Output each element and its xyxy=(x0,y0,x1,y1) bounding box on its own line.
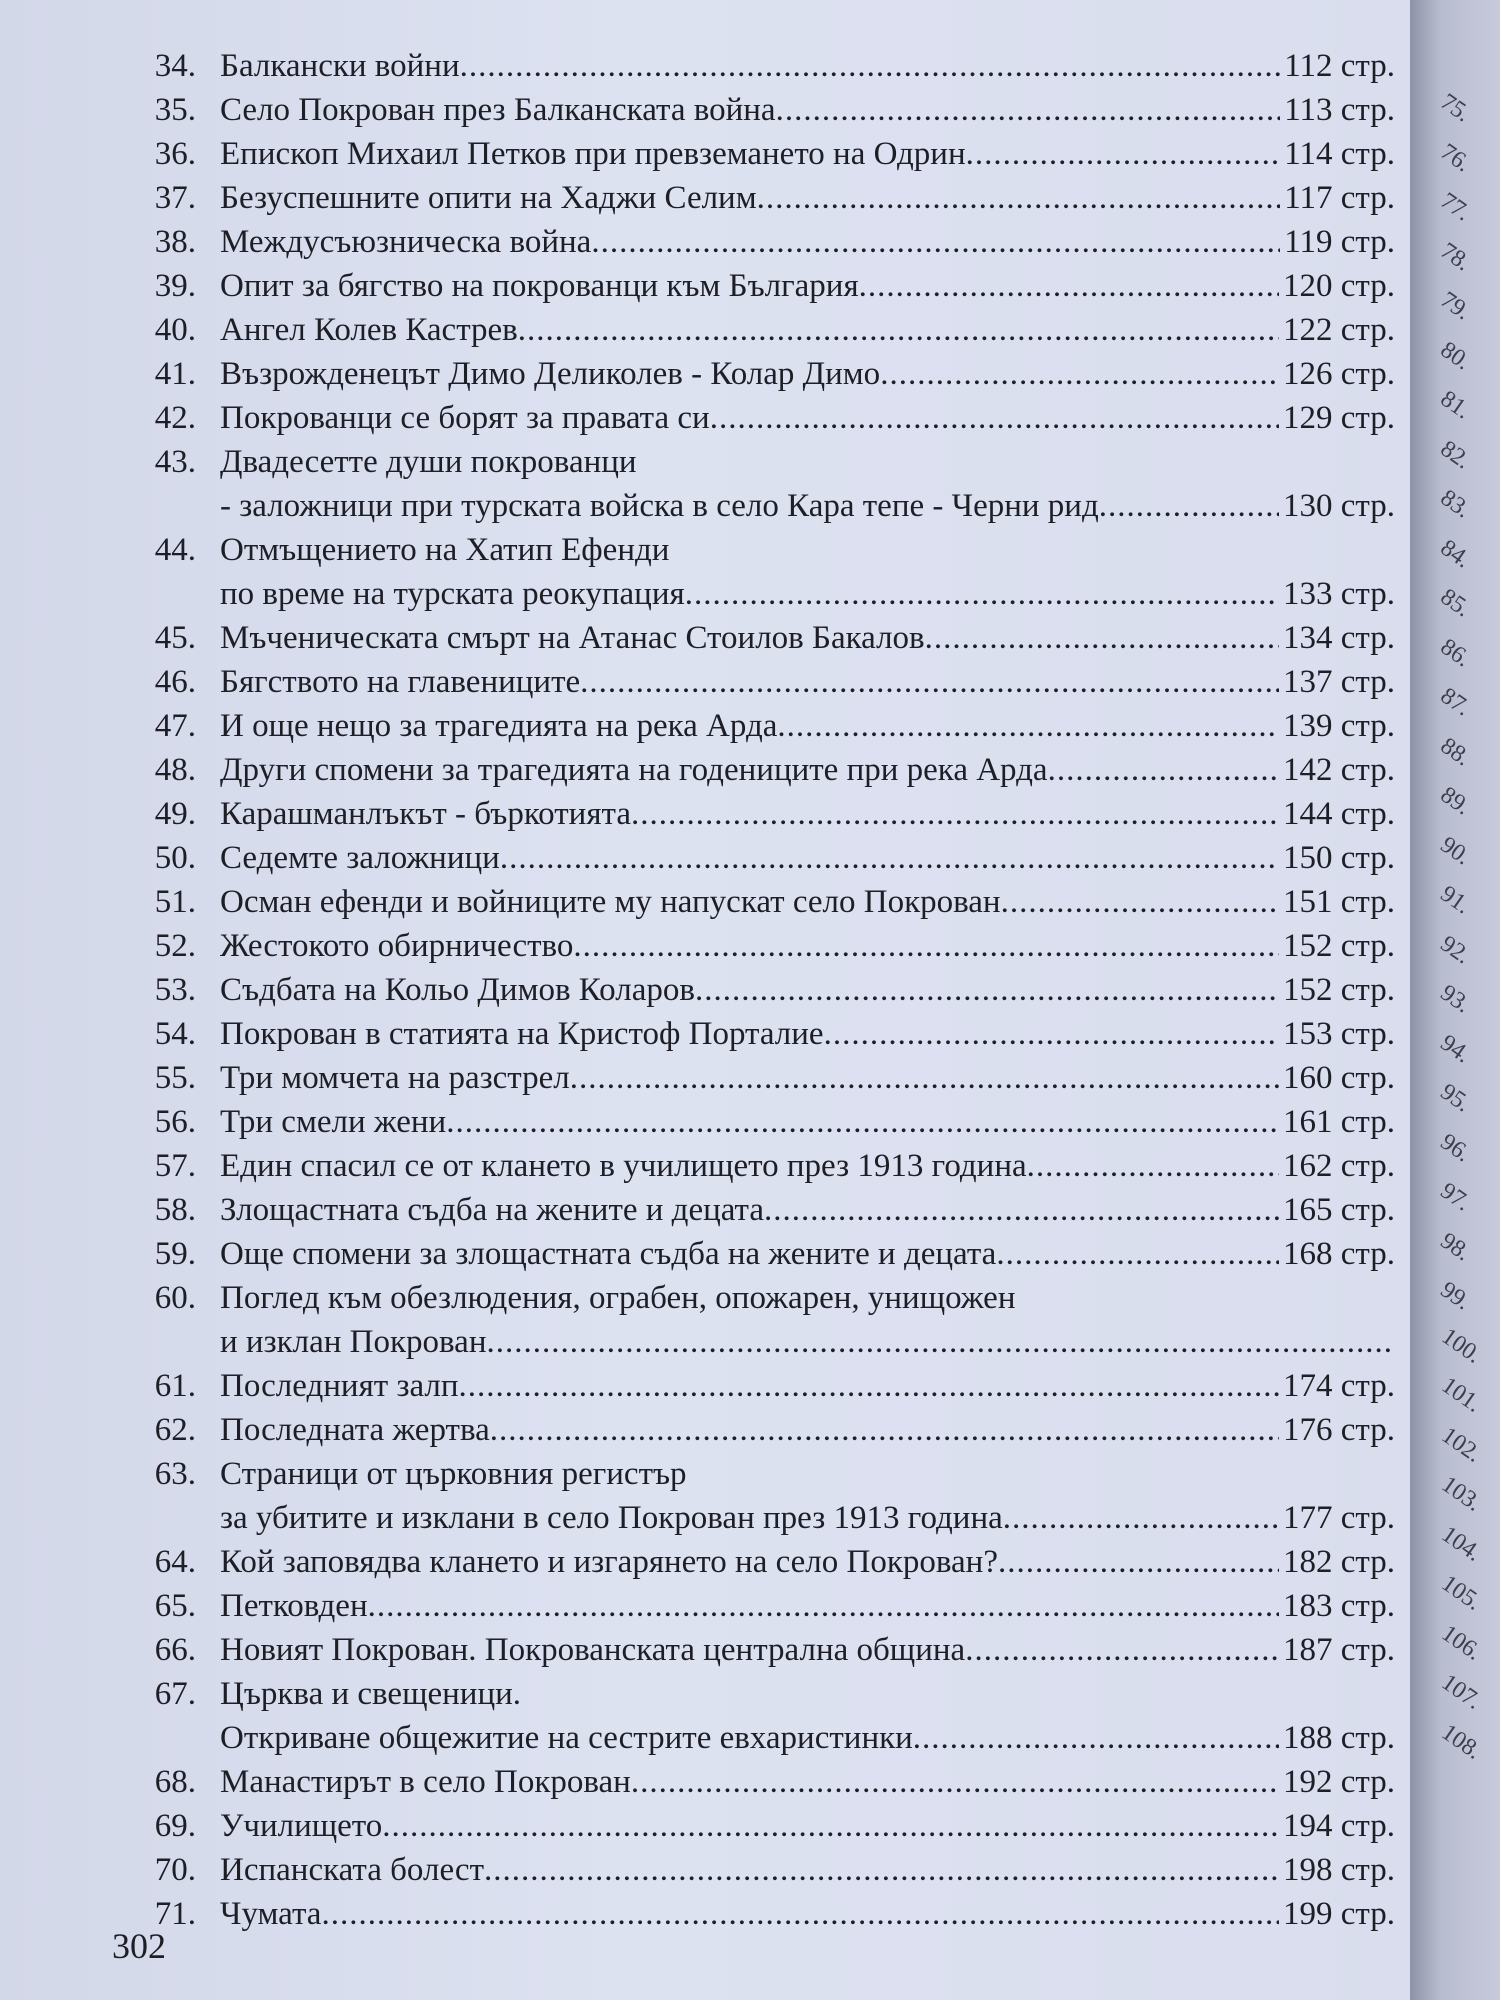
toc-entry xyxy=(130,220,1395,264)
entry-page-ref: 119 стр. xyxy=(1284,224,1395,260)
entry-line xyxy=(220,1232,1395,1276)
entry-line xyxy=(220,484,1395,528)
facing-page-number: 103. xyxy=(1436,1471,1486,1517)
entry-page-ref: 144 стр. xyxy=(1283,796,1395,832)
toc-entry xyxy=(130,440,1395,528)
toc-entry xyxy=(130,308,1395,352)
entry-title: по време на турската реокупация xyxy=(220,576,685,612)
facing-page-number: 78. xyxy=(1435,237,1476,276)
entry-title: Поглед към обезлюдения, ограбен, опожарен, унищожен xyxy=(220,1280,1016,1316)
entry-number: 71. xyxy=(154,1896,196,1932)
entry-title: Епископ Михаил Петков при превземането на Одрин xyxy=(220,136,966,172)
toc-entry xyxy=(130,528,1395,616)
dot-leader xyxy=(446,1100,1279,1144)
entry-page-ref: 161 стр. xyxy=(1283,1104,1395,1140)
entry-page-ref: 199 стр. xyxy=(1283,1896,1395,1932)
entry-title: Църква и свещеници. xyxy=(220,1676,522,1712)
toc-entry xyxy=(130,836,1395,880)
entry-line xyxy=(220,396,1395,440)
entry-line xyxy=(220,1672,1395,1716)
facing-page-edge xyxy=(1410,0,1500,2000)
entry-line xyxy=(220,1188,1395,1232)
facing-page-number: 86. xyxy=(1435,633,1476,672)
entry-line xyxy=(220,792,1395,836)
entry-page-ref: 129 стр. xyxy=(1283,400,1395,436)
entry-page-ref: 139 стр. xyxy=(1283,708,1395,744)
facing-page-number: 96. xyxy=(1435,1128,1476,1167)
entry-line xyxy=(220,660,1395,704)
entry-line xyxy=(220,308,1395,352)
dot-leader xyxy=(368,1584,1279,1628)
dot-leader xyxy=(824,1012,1279,1056)
entry-line xyxy=(220,1848,1395,1892)
entry-line xyxy=(220,264,1395,308)
dot-leader xyxy=(913,1716,1279,1760)
entry-page-ref: 192 стр. xyxy=(1283,1764,1395,1800)
facing-page-number: 79. xyxy=(1435,286,1476,326)
facing-page-number: 102. xyxy=(1436,1421,1486,1468)
entry-title: за убитите и изклани в село Покрован през 1913 година xyxy=(220,1500,1003,1536)
facing-page-number: 75. xyxy=(1435,88,1476,128)
entry-number: 64. xyxy=(154,1544,196,1580)
entry-line xyxy=(220,1408,1395,1452)
entry-page-ref: 134 стр. xyxy=(1283,620,1395,656)
facing-page-number: 90. xyxy=(1435,831,1476,870)
entry-number: 35. xyxy=(154,92,196,128)
dot-leader xyxy=(685,572,1279,616)
entry-page-ref: 160 стр. xyxy=(1283,1060,1395,1096)
entry-title: Карашманлъкът - бъркотията xyxy=(220,796,631,832)
entry-title: Двадесетте души покрованци xyxy=(220,444,637,480)
entry-number: 38. xyxy=(154,224,196,260)
entry-number: 57. xyxy=(154,1148,196,1184)
facing-page-number: 104. xyxy=(1436,1520,1486,1567)
facing-page-number: 105. xyxy=(1436,1570,1486,1616)
dot-leader xyxy=(695,968,1279,1012)
entry-number: 36. xyxy=(154,136,196,172)
entry-page-ref: 150 стр. xyxy=(1283,840,1395,876)
dot-leader xyxy=(321,1892,1279,1936)
entry-number: 48. xyxy=(154,752,196,788)
facing-page-number: 81. xyxy=(1435,385,1476,425)
entry-page-ref: 182 стр. xyxy=(1283,1544,1395,1580)
entry-number: 69. xyxy=(154,1808,196,1844)
facing-page-number: 108. xyxy=(1436,1718,1486,1765)
dot-leader xyxy=(490,1408,1279,1452)
toc-entry xyxy=(130,1804,1395,1848)
entry-title: Последният залп xyxy=(220,1368,459,1404)
toc-entry xyxy=(130,1232,1395,1276)
entry-title: Седемте заложници xyxy=(220,840,500,876)
entry-line xyxy=(220,1276,1395,1320)
entry-line xyxy=(220,880,1395,924)
entry-line xyxy=(220,132,1395,176)
entry-page-ref: 194 стр. xyxy=(1283,1808,1395,1844)
toc-entry xyxy=(130,1848,1395,1892)
toc-entry xyxy=(130,968,1395,1012)
entry-line xyxy=(220,44,1395,88)
entry-line xyxy=(220,1716,1395,1760)
entry-page-ref: 113 стр. xyxy=(1284,92,1395,128)
entry-title: И още нещо за трагедията на река Арда xyxy=(220,708,778,744)
entry-number: 47. xyxy=(154,708,196,744)
toc-entry xyxy=(130,176,1395,220)
entry-number: 66. xyxy=(154,1632,196,1668)
entry-number: 34. xyxy=(154,48,196,84)
facing-page-number: 106. xyxy=(1436,1619,1486,1666)
toc-entry xyxy=(130,660,1395,704)
entry-number: 46. xyxy=(154,664,196,700)
toc-entry xyxy=(130,1364,1395,1408)
entry-number: 50. xyxy=(154,840,196,876)
entry-line xyxy=(220,924,1395,968)
entry-line xyxy=(220,748,1395,792)
entry-title: Манастирът в село Покрован xyxy=(220,1764,631,1800)
dot-leader xyxy=(776,88,1281,132)
entry-number: 65. xyxy=(154,1588,196,1624)
entry-page-ref: 168 стр. xyxy=(1283,1236,1395,1272)
entry-page-ref: 122 стр. xyxy=(1283,312,1395,348)
toc-entry xyxy=(130,1188,1395,1232)
entry-title: Последната жертва xyxy=(220,1412,490,1448)
facing-page-number: 77. xyxy=(1435,187,1476,227)
entry-page-ref: 152 стр. xyxy=(1283,972,1395,1008)
entry-title: и изклан Покрован xyxy=(220,1324,487,1360)
entry-number: 52. xyxy=(154,928,196,964)
entry-title: Съдбата на Кольо Димов Коларов xyxy=(220,972,695,1008)
entry-number: 45. xyxy=(154,620,196,656)
entry-line xyxy=(220,1892,1395,1936)
entry-number: 56. xyxy=(154,1104,196,1140)
toc-entry xyxy=(130,1408,1395,1452)
dot-leader xyxy=(996,1232,1279,1276)
entry-line xyxy=(220,704,1395,748)
entry-title: Училището xyxy=(220,1808,383,1844)
dot-leader xyxy=(570,1056,1279,1100)
dot-leader xyxy=(486,1320,1395,1364)
dot-leader xyxy=(459,1364,1279,1408)
entry-page-ref: 177 стр. xyxy=(1283,1500,1395,1536)
toc-entry xyxy=(130,352,1395,396)
entry-number: 43. xyxy=(154,444,196,480)
dot-leader xyxy=(777,704,1279,748)
entry-number: 49. xyxy=(154,796,196,832)
facing-page-number: 80. xyxy=(1435,336,1476,375)
entry-page-ref: 112 стр. xyxy=(1284,48,1395,84)
entry-title: Мъченическата смърт на Атанас Стоилов Бакалов xyxy=(220,620,925,656)
entry-page-ref: 176 стр. xyxy=(1283,1412,1395,1448)
dot-leader xyxy=(1001,880,1279,924)
entry-number: 55. xyxy=(154,1060,196,1096)
page-number: 302 xyxy=(112,1926,166,1966)
facing-page-number: 94. xyxy=(1435,1029,1476,1068)
facing-page-number: 87. xyxy=(1435,682,1476,722)
entry-title: Други спомени за трагедията на годениците при река Арда xyxy=(220,752,1048,788)
entry-page-ref: 165 стр. xyxy=(1283,1192,1395,1228)
entry-title: Страници от църковния регистър xyxy=(220,1456,687,1492)
entry-number: 41. xyxy=(154,356,196,392)
facing-page-number: 82. xyxy=(1435,435,1476,474)
dot-leader xyxy=(460,44,1281,88)
toc-entry xyxy=(130,1892,1395,1936)
entry-number: 67. xyxy=(154,1676,196,1712)
entry-number: 70. xyxy=(154,1852,196,1888)
entry-number: 37. xyxy=(154,180,196,216)
entry-number: 59. xyxy=(154,1236,196,1272)
dot-leader xyxy=(966,132,1281,176)
entry-line xyxy=(220,88,1395,132)
entry-title: Чумата xyxy=(220,1896,322,1932)
entry-line xyxy=(220,176,1395,220)
entry-page-ref: 117 стр. xyxy=(1284,180,1395,216)
toc-entry xyxy=(130,88,1395,132)
dot-leader xyxy=(998,1540,1279,1584)
toc-entry xyxy=(130,1672,1395,1760)
entry-page-ref: 183 стр. xyxy=(1283,1588,1395,1624)
entry-title: Три момчета на разстрел xyxy=(220,1060,570,1096)
toc-entry xyxy=(130,264,1395,308)
entry-title: Три смели жени xyxy=(220,1104,447,1140)
dot-leader xyxy=(880,352,1279,396)
entry-page-ref: 130 стр. xyxy=(1283,488,1395,524)
entry-line xyxy=(220,352,1395,396)
facing-page-number: 101. xyxy=(1436,1372,1486,1418)
entry-line xyxy=(220,1012,1395,1056)
entry-number: 53. xyxy=(154,972,196,1008)
toc-entry xyxy=(130,1012,1395,1056)
entry-page-ref: 120 стр. xyxy=(1283,268,1395,304)
facing-page-number: 98. xyxy=(1435,1227,1476,1266)
entry-line xyxy=(220,968,1395,1012)
facing-page-number: 88. xyxy=(1435,732,1476,771)
dot-leader xyxy=(1048,748,1279,792)
toc-entry xyxy=(130,880,1395,924)
entry-title: Петковден xyxy=(220,1588,368,1624)
entry-line xyxy=(220,1628,1395,1672)
facing-page-number: 97. xyxy=(1435,1177,1476,1217)
entry-line xyxy=(220,1760,1395,1804)
entry-page-ref: 114 стр. xyxy=(1284,136,1395,172)
facing-page-number: 89. xyxy=(1435,781,1476,821)
toc-entry xyxy=(130,748,1395,792)
entry-title: Село Покрован през Балканската война xyxy=(220,92,776,128)
entry-title: Злощастната съдба на жените и децата xyxy=(220,1192,765,1228)
entry-number: 44. xyxy=(154,532,196,568)
entry-page-ref: 198 стр. xyxy=(1283,1852,1395,1888)
entry-line xyxy=(220,1584,1395,1628)
entry-page-ref: 142 стр. xyxy=(1283,752,1395,788)
dot-leader xyxy=(484,1848,1279,1892)
entry-line xyxy=(220,1100,1395,1144)
dot-leader xyxy=(518,308,1279,352)
entry-title: Покрован в статията на Кристоф Порталие xyxy=(220,1016,824,1052)
toc-entry xyxy=(130,704,1395,748)
entry-line xyxy=(220,440,1395,484)
entry-title: Балкански войни xyxy=(220,48,460,84)
entry-page-ref: 153 стр. xyxy=(1283,1016,1395,1052)
dot-leader xyxy=(925,616,1279,660)
entry-line xyxy=(220,1364,1395,1408)
toc-entry xyxy=(130,792,1395,836)
toc-entry xyxy=(130,1628,1395,1672)
dot-leader xyxy=(859,264,1279,308)
toc-entry xyxy=(130,1056,1395,1100)
entry-title: Още спомени за злощастната съдба на жените и децата xyxy=(220,1236,997,1272)
dot-leader xyxy=(1027,1144,1279,1188)
facing-page-number: 99. xyxy=(1435,1276,1476,1316)
entry-title: - заложници при турската войска в село Кара тепе - Черни рид xyxy=(220,488,1099,524)
dot-leader xyxy=(1003,1496,1279,1540)
entry-number: 61. xyxy=(154,1368,196,1404)
entry-line xyxy=(220,1496,1395,1540)
entry-title: Откриване общежитие на сестрите евхаристинки xyxy=(220,1720,913,1756)
entry-title: Един спасил се от клането в училището през 1913 година xyxy=(220,1148,1027,1184)
entry-line xyxy=(220,836,1395,880)
entry-line xyxy=(220,1056,1395,1100)
entry-title: Покрованци се борят за правата си xyxy=(220,400,710,436)
entry-title: Жестокото обирничество xyxy=(220,928,574,964)
toc-entry xyxy=(130,1276,1395,1364)
toc-entry xyxy=(130,616,1395,660)
entry-number: 39. xyxy=(154,268,196,304)
facing-page-number: 76. xyxy=(1435,138,1476,177)
entry-page-ref: 152 стр. xyxy=(1283,928,1395,964)
entry-title: Ангел Колев Кастрев xyxy=(220,312,518,348)
facing-page-number: 85. xyxy=(1435,583,1476,623)
dot-leader xyxy=(757,176,1281,220)
facing-page-number: 93. xyxy=(1435,979,1476,1019)
entry-line xyxy=(220,1320,1395,1364)
entry-number: 68. xyxy=(154,1764,196,1800)
entry-line xyxy=(220,528,1395,572)
entry-line xyxy=(220,1540,1395,1584)
dot-leader xyxy=(1099,484,1279,528)
entry-title: Междусъюзническа война xyxy=(220,224,592,260)
dot-leader xyxy=(580,660,1279,704)
dot-leader xyxy=(965,1628,1279,1672)
entry-line xyxy=(220,616,1395,660)
facing-page-number: 92. xyxy=(1435,930,1476,969)
dot-leader xyxy=(764,1188,1279,1232)
dot-leader xyxy=(591,220,1280,264)
toc-entry xyxy=(130,1100,1395,1144)
facing-page-number: 83. xyxy=(1435,484,1476,524)
facing-page-number: 91. xyxy=(1435,880,1476,920)
entry-page-ref: 188 стр. xyxy=(1283,1720,1395,1756)
entry-number: 63. xyxy=(154,1456,196,1492)
toc-entry xyxy=(130,1584,1395,1628)
dot-leader xyxy=(573,924,1279,968)
entry-line xyxy=(220,220,1395,264)
dot-leader xyxy=(631,792,1279,836)
dot-leader xyxy=(631,1760,1279,1804)
entry-number: 40. xyxy=(154,312,196,348)
toc-entry xyxy=(130,1760,1395,1804)
dot-leader xyxy=(500,836,1279,880)
entry-line xyxy=(220,572,1395,616)
entry-number: 42. xyxy=(154,400,196,436)
entry-number: 62. xyxy=(154,1412,196,1448)
toc-entry xyxy=(130,132,1395,176)
entry-line xyxy=(220,1452,1395,1496)
facing-page-number: 95. xyxy=(1435,1078,1476,1118)
entry-title: Кой заповядва клането и изгарянето на село Покрован? xyxy=(220,1544,998,1580)
dot-leader xyxy=(382,1804,1279,1848)
toc-entry xyxy=(130,396,1395,440)
entry-number: 54. xyxy=(154,1016,196,1052)
entry-title: Бягството на главениците xyxy=(220,664,581,700)
toc-entry xyxy=(130,44,1395,88)
entry-title: Опит за бягство на покрованци към България xyxy=(220,268,859,304)
table-of-contents xyxy=(130,44,1395,1936)
toc-entry xyxy=(130,1144,1395,1188)
entry-page-ref: 126 стр. xyxy=(1283,356,1395,392)
entry-page-ref: 151 стр. xyxy=(1283,884,1395,920)
entry-title: Испанската болест xyxy=(220,1852,484,1888)
toc-entry xyxy=(130,1452,1395,1540)
entry-page-ref: 137 стр. xyxy=(1283,664,1395,700)
entry-number: 51. xyxy=(154,884,196,920)
entry-title: Отмъщението на Хатип Ефенди xyxy=(220,532,670,568)
entry-title: Новият Покрован. Покрованската централна община xyxy=(220,1632,966,1668)
entry-line xyxy=(220,1144,1395,1188)
facing-page-number: 84. xyxy=(1435,534,1476,573)
entry-line xyxy=(220,1804,1395,1848)
entry-title: Безуспешните опити на Хаджи Селим xyxy=(220,180,757,216)
toc-entry xyxy=(130,924,1395,968)
entry-page-ref: 162 стр. xyxy=(1283,1148,1395,1184)
facing-page-number: 100. xyxy=(1436,1322,1486,1369)
entry-number: 58. xyxy=(154,1192,196,1228)
entry-page-ref: 174 стр. xyxy=(1283,1368,1395,1404)
toc-entry xyxy=(130,1540,1395,1584)
entry-title: Осман ефенди и войниците му напускат село Покрован xyxy=(220,884,1001,920)
entry-title: Възрожденецът Димо Деликолев - Колар Димо xyxy=(220,356,881,392)
facing-page-number: 107. xyxy=(1436,1669,1486,1715)
dot-leader xyxy=(710,396,1279,440)
entry-page-ref: 187 стр. xyxy=(1283,1632,1395,1668)
entry-number: 60. xyxy=(154,1280,196,1316)
entry-page-ref: 133 стр. xyxy=(1283,576,1395,612)
